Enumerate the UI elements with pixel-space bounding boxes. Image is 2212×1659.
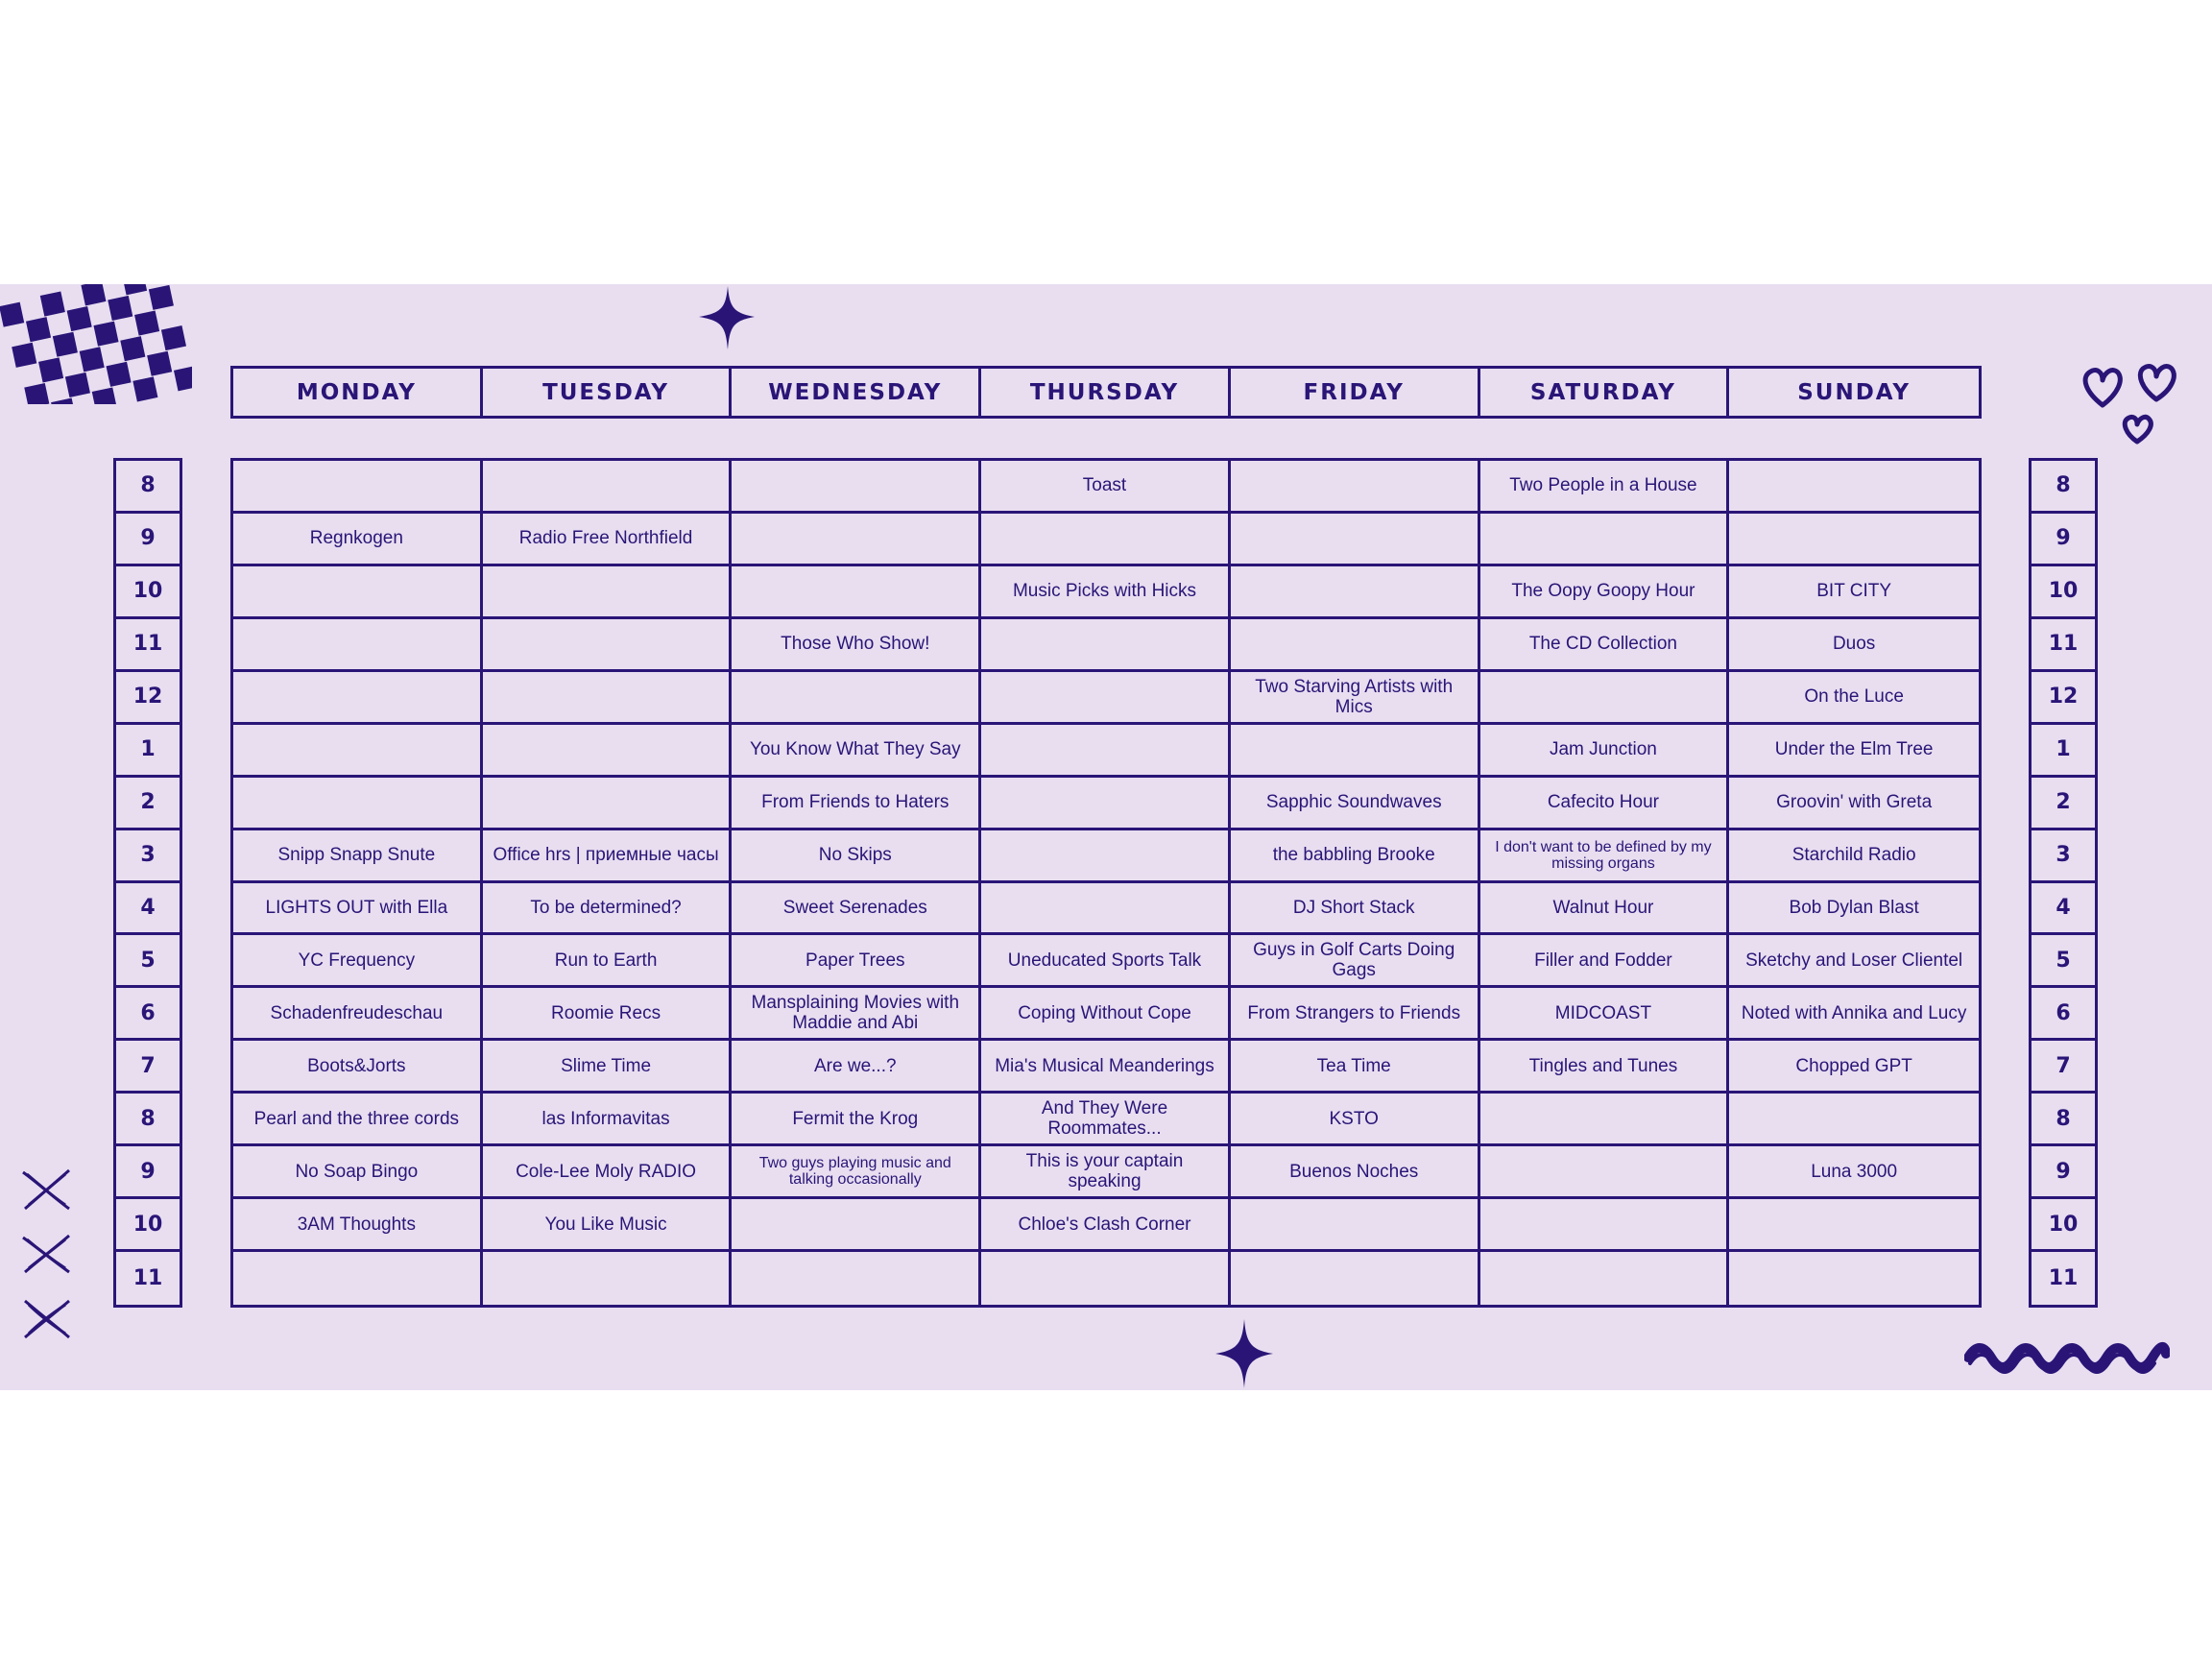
schedule-cell: Two People in a House <box>1480 461 1730 514</box>
schedule-cell: Cafecito Hour <box>1480 778 1730 830</box>
schedule-cell <box>981 1252 1231 1305</box>
schedule-cell <box>233 461 483 514</box>
schedule-cell <box>233 725 483 778</box>
schedule-cell <box>483 566 733 619</box>
hours-column-left <box>113 458 182 1308</box>
schedule-cell: las Informavitas <box>483 1094 733 1146</box>
hours-column-right <box>2029 458 2098 1308</box>
schedule-cell <box>732 672 981 725</box>
schedule-cell: Noted with Annika and Lucy <box>1729 988 1979 1041</box>
day-header-saturday: SATURDAY <box>1480 369 1730 416</box>
schedule-cell <box>483 725 733 778</box>
schedule-cell <box>483 672 733 725</box>
schedule-cell: Filler and Fodder <box>1480 935 1730 988</box>
schedule-cell: Bob Dylan Blast <box>1729 883 1979 936</box>
schedule-cell: Sweet Serenades <box>732 883 981 936</box>
schedule-cell: Are we...? <box>732 1041 981 1094</box>
schedule-cell: Regnkogen <box>233 514 483 566</box>
schedule-cell: From Friends to Haters <box>732 778 981 830</box>
schedule-cell: Two Starving Artists with Mics <box>1231 672 1480 725</box>
schedule-cell: Paper Trees <box>732 935 981 988</box>
schedule-cell <box>732 1252 981 1305</box>
schedule-cell: Duos <box>1729 619 1979 672</box>
schedule-cell: Chloe's Clash Corner <box>981 1199 1231 1252</box>
schedule-cell: MIDCOAST <box>1480 988 1730 1041</box>
schedule-cell: Starchild Radio <box>1729 830 1979 883</box>
schedule-cell: Office hrs | приемные часы <box>483 830 733 883</box>
schedule-cell: Toast <box>981 461 1231 514</box>
schedule-cell <box>981 725 1231 778</box>
schedule-cell: Snipp Snapp Snute <box>233 830 483 883</box>
hour-label: 7 <box>2032 1041 2095 1094</box>
hour-label: 4 <box>2032 883 2095 936</box>
schedule-cell: LIGHTS OUT with Ella <box>233 883 483 936</box>
schedule-cell <box>233 566 483 619</box>
hour-label: 9 <box>2032 514 2095 566</box>
schedule-cell <box>233 1252 483 1305</box>
schedule-cell: YC Frequency <box>233 935 483 988</box>
schedule-cell <box>732 514 981 566</box>
hour-label: 11 <box>132 1266 163 1291</box>
checkerboard-flag-icon <box>0 284 192 404</box>
schedule-cell <box>233 619 483 672</box>
schedule-cell: You Know What They Say <box>732 725 981 778</box>
schedule-cell: KSTO <box>1231 1094 1480 1146</box>
schedule-cell: Guys in Golf Carts Doing Gags <box>1231 935 1480 988</box>
schedule-cell: Sapphic Soundwaves <box>1231 778 1480 830</box>
schedule-cell: Mansplaining Movies with Maddie and Abi <box>732 988 981 1041</box>
schedule-cell: Two guys playing music and talking occasionally <box>732 1146 981 1199</box>
schedule-cell: Under the Elm Tree <box>1729 725 1979 778</box>
schedule-cell <box>981 830 1231 883</box>
hour-label: 12 <box>2032 672 2095 725</box>
schedule-cell <box>1231 461 1480 514</box>
schedule-cell <box>233 778 483 830</box>
schedule-cell: Uneducated Sports Talk <box>981 935 1231 988</box>
hour-label: 3 <box>116 830 180 883</box>
schedule-cell <box>1480 672 1730 725</box>
schedule-cell <box>1231 514 1480 566</box>
day-header-thursday: THURSDAY <box>981 369 1231 416</box>
hour-label: 4 <box>116 883 180 936</box>
hour-label: 12 <box>116 672 180 725</box>
schedule-cell <box>1480 1199 1730 1252</box>
hour-label: 3 <box>2032 830 2095 883</box>
hour-label: 10 <box>116 566 180 619</box>
hour-label: 10 <box>2032 566 2095 619</box>
hour-label: 8 <box>116 461 180 514</box>
squiggle-wave-icon <box>1964 1334 2170 1375</box>
hour-label: 9 <box>116 514 180 566</box>
schedule-cell: Sketchy and Loser Clientel <box>1729 935 1979 988</box>
schedule-poster <box>0 284 2212 1390</box>
schedule-cell <box>981 778 1231 830</box>
schedule-cell: Roomie Recs <box>483 988 733 1041</box>
schedule-cell <box>1729 461 1979 514</box>
schedule-cell: This is your captain speaking <box>981 1146 1231 1199</box>
schedule-cell: On the Luce <box>1729 672 1979 725</box>
sparkle-star-icon <box>1212 1317 1275 1390</box>
hour-label: 1 <box>116 725 180 778</box>
hour-label: 8 <box>2032 461 2095 514</box>
schedule-cell: No Soap Bingo <box>233 1146 483 1199</box>
schedule-cell <box>732 461 981 514</box>
schedule-grid <box>230 458 1982 1308</box>
hour-label: 9 <box>116 1146 180 1199</box>
schedule-cell: No Skips <box>732 830 981 883</box>
day-header-tuesday: TUESDAY <box>483 369 733 416</box>
schedule-cell <box>1480 1252 1730 1305</box>
schedule-cell <box>483 619 733 672</box>
schedule-cell <box>1231 1252 1480 1305</box>
day-header-friday: FRIDAY <box>1231 369 1480 416</box>
schedule-cell <box>483 461 733 514</box>
hour-label: 2 <box>2032 778 2095 830</box>
schedule-cell <box>732 1199 981 1252</box>
schedule-cell <box>483 1252 733 1305</box>
schedule-cell <box>1480 1094 1730 1146</box>
schedule-cell: Tea Time <box>1231 1041 1480 1094</box>
schedule-cell: And They Were Roommates... <box>981 1094 1231 1146</box>
hour-label: 10 <box>116 1199 180 1252</box>
hour-label: 8 <box>116 1094 180 1146</box>
schedule-cell <box>1231 725 1480 778</box>
schedule-cell: 3AM Thoughts <box>233 1199 483 1252</box>
hour-label: 11 <box>116 619 180 672</box>
schedule-cell: Run to Earth <box>483 935 733 988</box>
schedule-cell <box>1729 1199 1979 1252</box>
day-header-wednesday: WEDNESDAY <box>732 369 981 416</box>
hour-label: 10 <box>2032 1199 2095 1252</box>
schedule-cell: BIT CITY <box>1729 566 1979 619</box>
schedule-cell <box>483 778 733 830</box>
hour-label: 6 <box>2032 988 2095 1041</box>
schedule-cell: Pearl and the three cords <box>233 1094 483 1146</box>
schedule-cell: Luna 3000 <box>1729 1146 1979 1199</box>
hour-label: 6 <box>116 988 180 1041</box>
schedule-cell: The Oopy Goopy Hour <box>1480 566 1730 619</box>
schedule-cell <box>981 514 1231 566</box>
hour-label: 8 <box>2032 1094 2095 1146</box>
hour-label: 11 <box>2032 619 2095 672</box>
schedule-cell: Slime Time <box>483 1041 733 1094</box>
schedule-cell: the babbling Brooke <box>1231 830 1480 883</box>
schedule-cell <box>981 619 1231 672</box>
schedule-cell <box>1231 566 1480 619</box>
schedule-cell <box>1729 1252 1979 1305</box>
sparkle-star-icon <box>695 284 757 351</box>
schedule-cell <box>981 883 1231 936</box>
schedule-cell: Music Picks with Hicks <box>981 566 1231 619</box>
schedule-cell <box>233 672 483 725</box>
schedule-cell <box>1231 619 1480 672</box>
schedule-cell: You Like Music <box>483 1199 733 1252</box>
schedule-cell: The CD Collection <box>1480 619 1730 672</box>
hour-label: 5 <box>2032 935 2095 988</box>
schedule-cell <box>1729 514 1979 566</box>
schedule-cell: DJ Short Stack <box>1231 883 1480 936</box>
schedule-cell: To be determined? <box>483 883 733 936</box>
schedule-cell <box>1729 1094 1979 1146</box>
day-header-sunday: SUNDAY <box>1797 379 1911 405</box>
schedule-cell: Mia's Musical Meanderings <box>981 1041 1231 1094</box>
schedule-cell: Coping Without Cope <box>981 988 1231 1041</box>
schedule-cell: From Strangers to Friends <box>1231 988 1480 1041</box>
hour-label: 7 <box>116 1041 180 1094</box>
schedule-cell: Those Who Show! <box>732 619 981 672</box>
hour-label: 11 <box>2048 1266 2079 1291</box>
hour-label: 2 <box>116 778 180 830</box>
hour-label: 9 <box>2032 1146 2095 1199</box>
schedule-cell: Radio Free Northfield <box>483 514 733 566</box>
day-header-row <box>230 366 1982 419</box>
schedule-cell: I don't want to be defined by my missing organs <box>1480 830 1730 883</box>
schedule-cell: Tingles and Tunes <box>1480 1041 1730 1094</box>
schedule-cell: Jam Junction <box>1480 725 1730 778</box>
schedule-cell: Buenos Noches <box>1231 1146 1480 1199</box>
schedule-cell <box>1480 514 1730 566</box>
x-marks-icon <box>17 1163 75 1355</box>
schedule-cell <box>1480 1146 1730 1199</box>
hearts-icon <box>2074 351 2179 457</box>
hour-label: 1 <box>2032 725 2095 778</box>
schedule-cell: Fermit the Krog <box>732 1094 981 1146</box>
schedule-cell <box>1231 1199 1480 1252</box>
schedule-cell: Schadenfreudeschau <box>233 988 483 1041</box>
hour-label: 5 <box>116 935 180 988</box>
schedule-cell: Cole-Lee Moly RADIO <box>483 1146 733 1199</box>
day-header-monday: MONDAY <box>233 369 483 416</box>
schedule-cell <box>732 566 981 619</box>
schedule-cell: Walnut Hour <box>1480 883 1730 936</box>
schedule-cell <box>981 672 1231 725</box>
schedule-cell: Groovin' with Greta <box>1729 778 1979 830</box>
schedule-cell: Chopped GPT <box>1729 1041 1979 1094</box>
schedule-cell: Boots&Jorts <box>233 1041 483 1094</box>
